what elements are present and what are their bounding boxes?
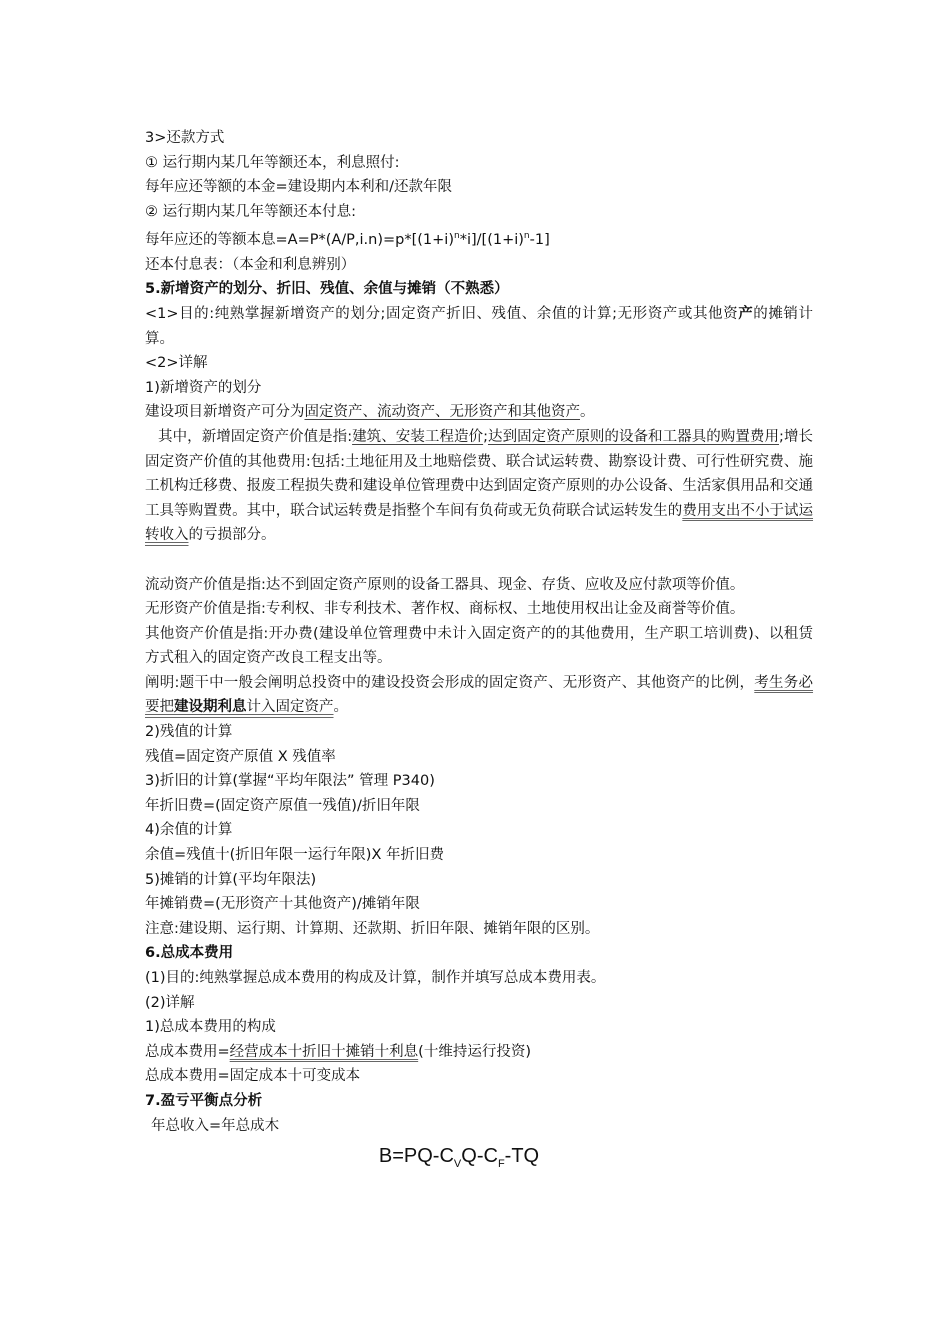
text-line: (2)详解 bbox=[145, 994, 195, 1011]
text-line: 3>还款方式 bbox=[145, 130, 225, 146]
section-heading: 5.新增资产的划分、折旧、残值、余值与摊销（不熟悉） bbox=[145, 281, 509, 298]
paragraph: 其他资产价值是指:开办费(建设单位管理费中未计入固定资产的的其他费用，生产职工培训费)、以租赁方式租入的固定资产改良工程支出等。 bbox=[145, 625, 813, 667]
paragraph: 阐明:题干中一般会阐明总投资中的建设投资会形成的固定资产、无形资产、其他资产的比例，考生务必要把建设期利息计入固定资产。 bbox=[145, 674, 814, 716]
text-line: (1)目的:纯熟掌握总成本费用的构成及计算，制作并填写总成本费用表。 bbox=[145, 970, 606, 987]
text-line: 年折旧费=(固定资产原值一残值)/折旧年限 bbox=[145, 797, 420, 814]
text-line: 2)残值的计算 bbox=[145, 724, 233, 741]
formula: $B=PQ-C_VQ-C_F-TQ$ bbox=[378, 1145, 540, 1171]
text-line: 4)余值的计算 bbox=[145, 822, 233, 839]
text-line: 5)摊销的计算(平均年限法) bbox=[145, 871, 317, 888]
section-heading: 6.总成本费用 bbox=[145, 945, 234, 962]
document-page bbox=[145, 126, 813, 1177]
paragraph: 流动资产价值是指:达不到固定资产原则的设备工器具、现金、存货、应收及应付款项等价值。 bbox=[145, 576, 745, 593]
text-line: 还本付息表：（本金和利息辨别） bbox=[145, 256, 356, 273]
paragraph: 无形资产价值是指:专利权、非专利技术、著作权、商标权、土地使用权出让金及商誉等价值。 bbox=[145, 601, 745, 618]
text-line: 年摊销费=(无形资产十其他资产)/摊销年限 bbox=[145, 896, 420, 913]
text-line: 残值=固定资产原值 X 残值率 bbox=[145, 748, 336, 765]
section-heading: 7.盈亏平衡点分析 bbox=[145, 1092, 263, 1109]
text-line: ① 运行期内某几年等额还本，利息照付: bbox=[145, 154, 400, 171]
blank-line bbox=[145, 548, 813, 573]
text-line: 注意:建设期、运行期、计算期、还款期、折旧年限、摊销年限的区别。 bbox=[145, 920, 600, 937]
text-line: 1)总成本费用的构成 bbox=[145, 1019, 276, 1036]
text-line: 1)新增资产的划分 bbox=[145, 379, 262, 396]
paragraph: 其中，新增固定资产价值是指:建筑、安装工程造价;达到固定资产原则的设备和工器具的购置费用;增长固定资产价值的其他费用:包括:土地征用及土地赔偿费、联合试运转费、勘察设计费、可行性研究费、施工机构迁移费、报废工程损失费和建设单位管理费中达到固定资产原则的办公设备、生活家俱用品和交通工具等购置费。其中，联合试运转费是指整个车间有负荷或无负荷联合试运转发生的费用支出不小于试运转收入的亏损部分。 bbox=[145, 428, 814, 544]
formula-line: 每年应还的等额本息$=A=P*(A/P,i.n)=p*[(1+i)^n*i]/[(1+i)^n-1]$ bbox=[145, 231, 550, 249]
text-line: 总成本费用=经营成本十折旧十摊销十利息(十维持运行投资) bbox=[145, 1043, 531, 1060]
text-line: 每年应还等额的本金=建设期内本利和/还款年限 bbox=[145, 179, 453, 196]
paragraph: <1>目的:纯熟掌握新增资产的划分;固定资产折旧、残值、余值的计算;无形资产或其他资产的摊销计算。 bbox=[145, 305, 813, 347]
text-line: 年总收入=年总成木 bbox=[151, 1117, 280, 1134]
text-line: 总成本费用=固定成本十可变成本 bbox=[145, 1068, 361, 1085]
text-line: 余值=残值十(折旧年限一运行年限)X 年折旧费 bbox=[145, 847, 445, 864]
text-line: 3)折旧的计算(掌握“平均年限法” 管理 P340) bbox=[145, 773, 435, 790]
text-line: 建设项目新增资产可分为固定资产、流动资产、无形资产和其他资产。 bbox=[145, 404, 595, 421]
text-line: <2>详解 bbox=[145, 355, 208, 372]
text-line: ② 运行期内某几年等额还本付息: bbox=[145, 203, 356, 220]
